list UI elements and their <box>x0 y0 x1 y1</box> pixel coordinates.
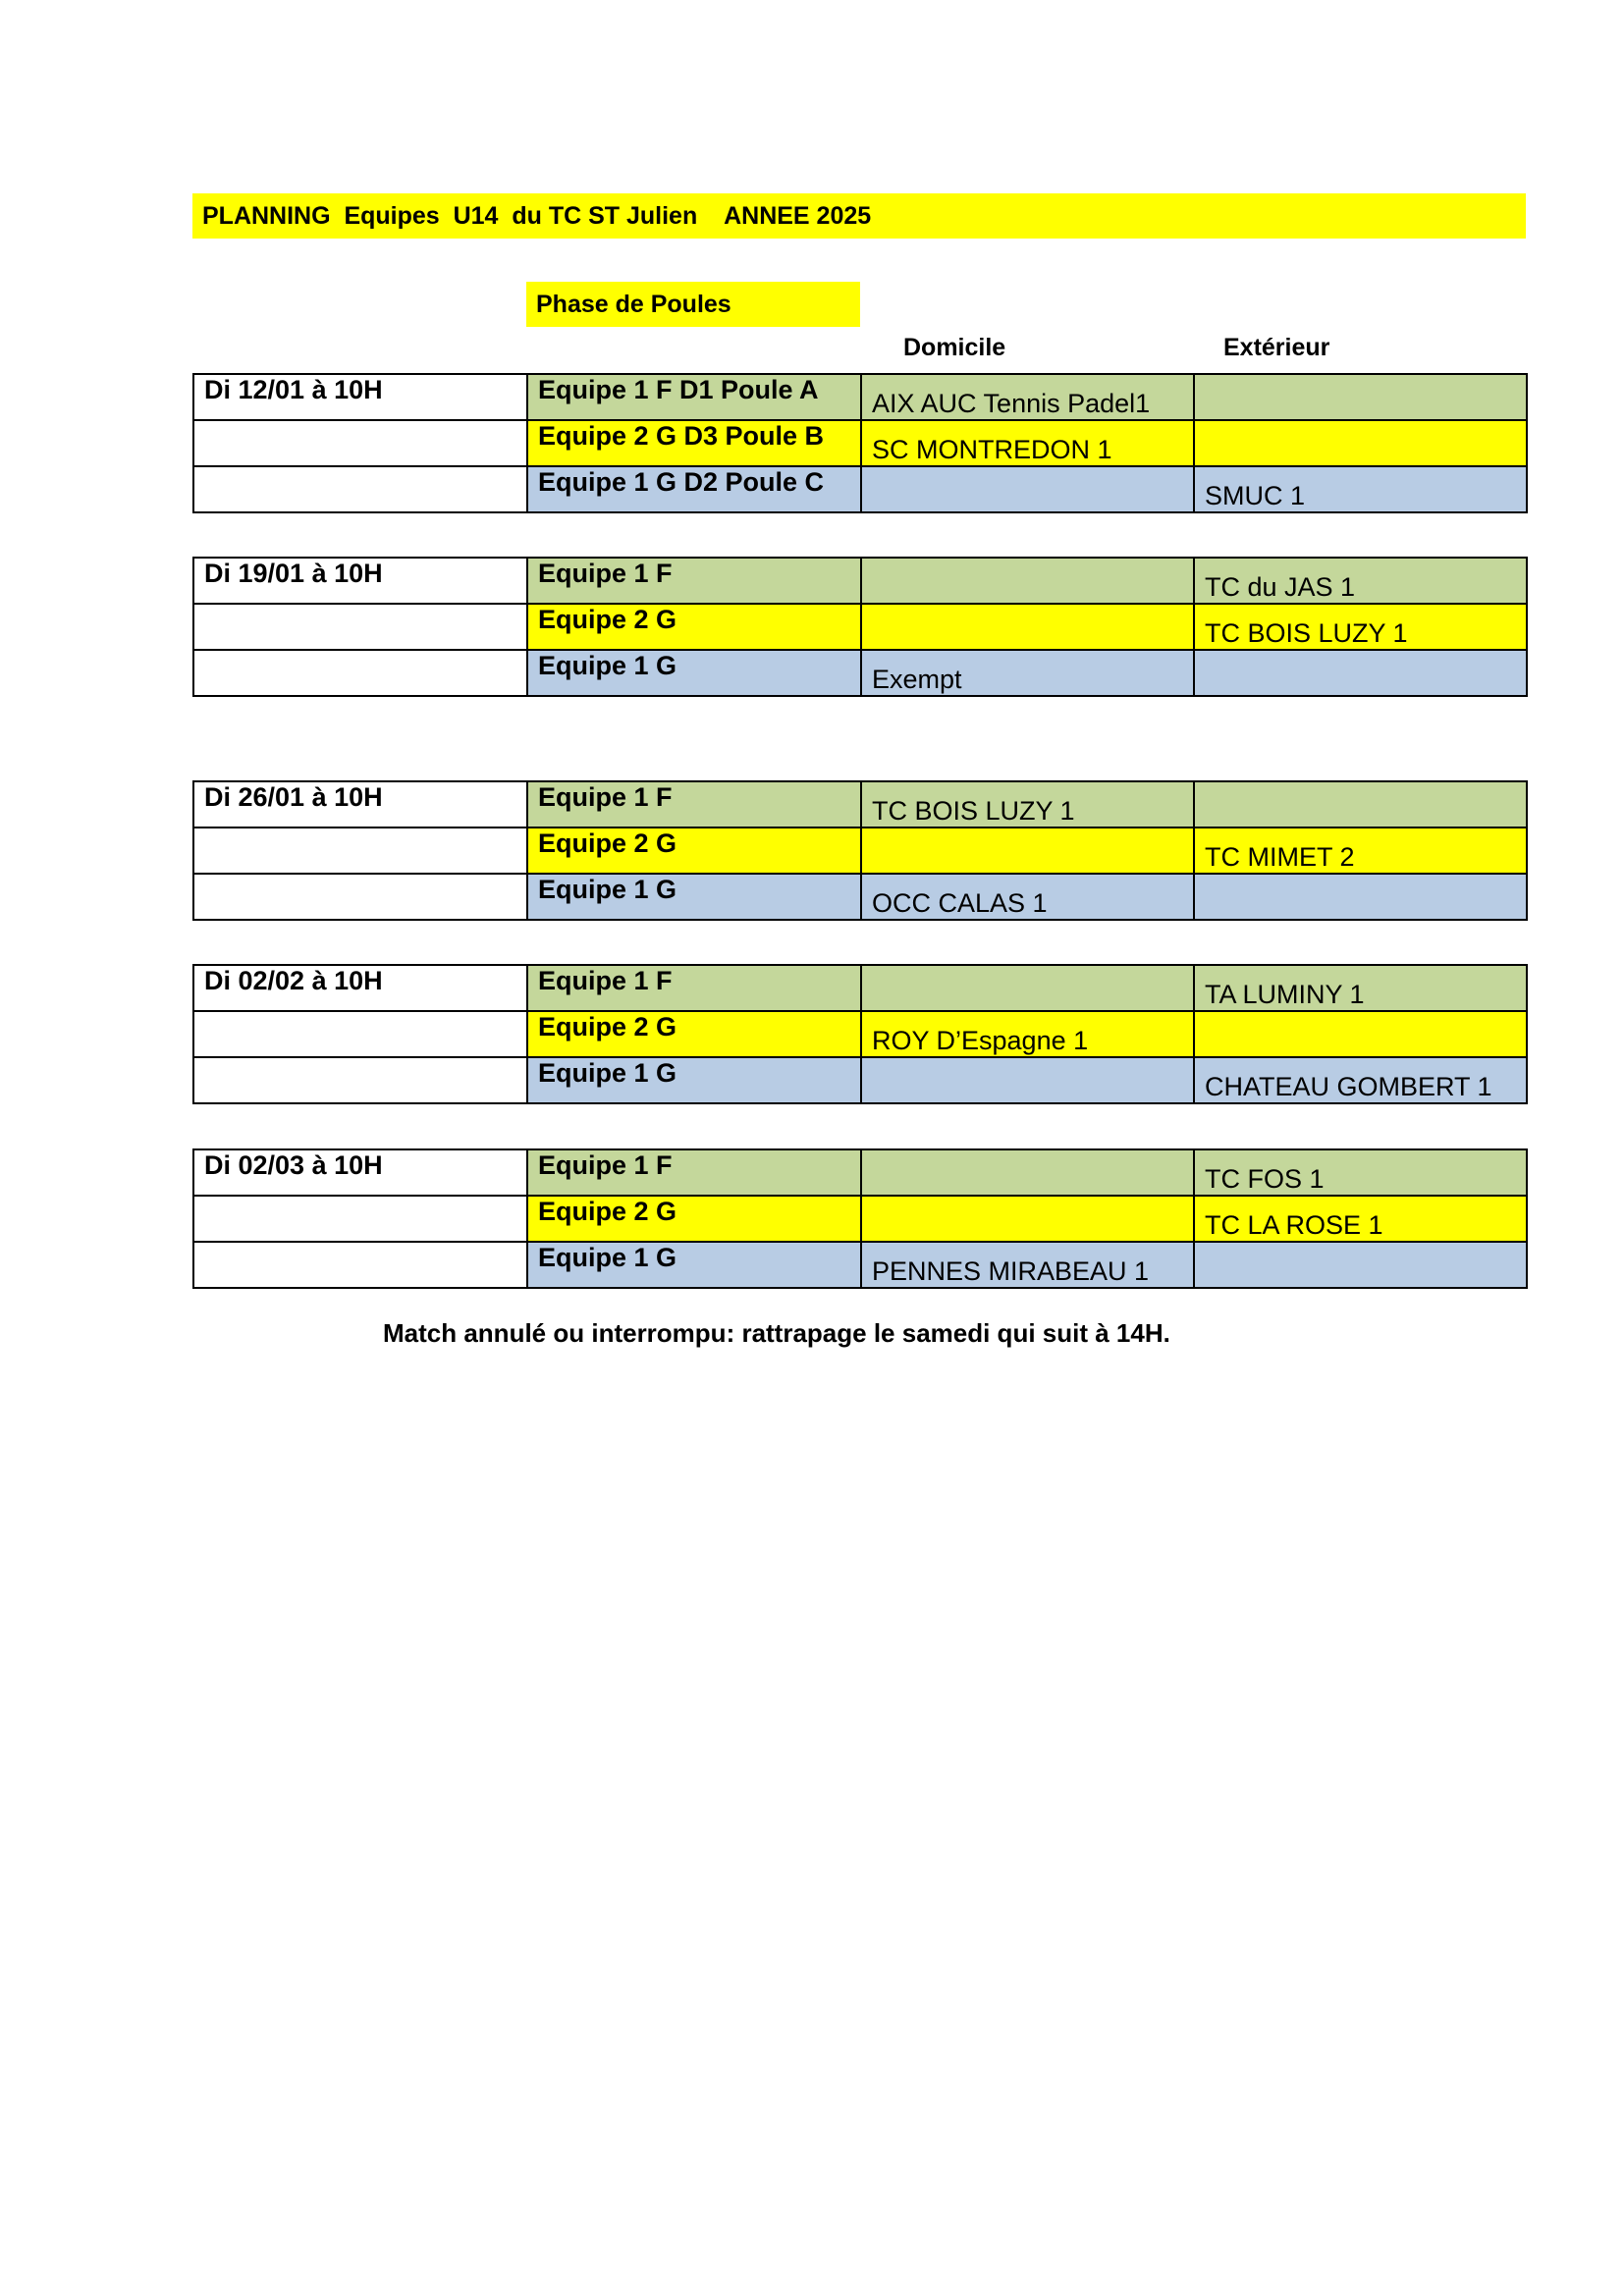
domicile-cell <box>861 1149 1194 1196</box>
exterieur-cell <box>1194 874 1527 920</box>
team-cell: Equipe 1 F <box>527 558 861 604</box>
table-row <box>193 781 1527 828</box>
schedule-block <box>192 780 1528 921</box>
empty-date-cell <box>193 604 527 650</box>
table-row <box>193 420 1527 466</box>
empty-date-cell <box>193 1057 527 1103</box>
phase-label: Phase de Poules <box>526 282 860 327</box>
exterieur-cell: TC MIMET 2 <box>1194 828 1527 874</box>
domicile-cell: PENNES MIRABEAU 1 <box>861 1242 1194 1288</box>
table-row <box>193 650 1527 696</box>
empty-date-cell <box>193 828 527 874</box>
match-date: Di 02/02 à 10H <box>193 965 527 1011</box>
domicile-cell <box>861 604 1194 650</box>
domicile-cell: Exempt <box>861 650 1194 696</box>
empty-date-cell <box>193 1011 527 1057</box>
schedule-block <box>192 964 1528 1104</box>
table-row <box>193 965 1527 1011</box>
table-row <box>193 1057 1527 1103</box>
team-cell: Equipe 1 F <box>527 1149 861 1196</box>
exterieur-cell: CHATEAU GOMBERT 1 <box>1194 1057 1527 1103</box>
empty-date-cell <box>193 1196 527 1242</box>
team-cell: Equipe 2 G <box>527 604 861 650</box>
domicile-cell: OCC CALAS 1 <box>861 874 1194 920</box>
schedule-block <box>192 1148 1528 1289</box>
team-cell: Equipe 2 G <box>527 1011 861 1057</box>
exterieur-cell <box>1194 781 1527 828</box>
team-cell: Equipe 1 F <box>527 965 861 1011</box>
table-row <box>193 1242 1527 1288</box>
schedule-block <box>192 373 1528 513</box>
team-cell: Equipe 1 G D2 Poule C <box>527 466 861 512</box>
schedule-block <box>192 557 1528 697</box>
empty-date-cell <box>193 650 527 696</box>
exterieur-cell: SMUC 1 <box>1194 466 1527 512</box>
empty-date-cell <box>193 420 527 466</box>
domicile-cell <box>861 828 1194 874</box>
footnote: Match annulé ou interrompu: rattrapage le samedi qui suit à 14H. <box>383 1318 1170 1348</box>
exterieur-cell: TC BOIS LUZY 1 <box>1194 604 1527 650</box>
exterieur-cell: TC LA ROSE 1 <box>1194 1196 1527 1242</box>
domicile-cell <box>861 965 1194 1011</box>
match-date: Di 26/01 à 10H <box>193 781 527 828</box>
table-row <box>193 374 1527 420</box>
table-row <box>193 466 1527 512</box>
team-cell: Equipe 2 G <box>527 828 861 874</box>
table-row <box>193 874 1527 920</box>
table-row <box>193 1149 1527 1196</box>
match-date: Di 19/01 à 10H <box>193 558 527 604</box>
column-header-domicile: Domicile <box>903 334 1006 361</box>
domicile-cell <box>861 1196 1194 1242</box>
team-cell: Equipe 1 G <box>527 1057 861 1103</box>
exterieur-cell <box>1194 420 1527 466</box>
domicile-cell <box>861 466 1194 512</box>
domicile-cell <box>861 1057 1194 1103</box>
team-cell: Equipe 1 F D1 Poule A <box>527 374 861 420</box>
exterieur-cell <box>1194 1011 1527 1057</box>
team-cell: Equipe 2 G D3 Poule B <box>527 420 861 466</box>
table-row <box>193 828 1527 874</box>
exterieur-cell <box>1194 374 1527 420</box>
domicile-cell <box>861 558 1194 604</box>
team-cell: Equipe 1 G <box>527 1242 861 1288</box>
domicile-cell: ROY D’Espagne 1 <box>861 1011 1194 1057</box>
team-cell: Equipe 1 G <box>527 874 861 920</box>
empty-date-cell <box>193 1242 527 1288</box>
team-cell: Equipe 1 F <box>527 781 861 828</box>
table-row <box>193 1196 1527 1242</box>
team-cell: Equipe 2 G <box>527 1196 861 1242</box>
exterieur-cell: TC du JAS 1 <box>1194 558 1527 604</box>
table-row <box>193 604 1527 650</box>
empty-date-cell <box>193 466 527 512</box>
match-date: Di 12/01 à 10H <box>193 374 527 420</box>
exterieur-cell <box>1194 1242 1527 1288</box>
table-row <box>193 558 1527 604</box>
column-header-exterieur: Extérieur <box>1223 334 1330 361</box>
exterieur-cell: TC FOS 1 <box>1194 1149 1527 1196</box>
page-title: PLANNING Equipes U14 du TC ST Julien ANNEE 2025 <box>192 193 1526 239</box>
exterieur-cell: TA LUMINY 1 <box>1194 965 1527 1011</box>
table-row <box>193 1011 1527 1057</box>
empty-date-cell <box>193 874 527 920</box>
domicile-cell: AIX AUC Tennis Padel1 <box>861 374 1194 420</box>
team-cell: Equipe 1 G <box>527 650 861 696</box>
match-date: Di 02/03 à 10H <box>193 1149 527 1196</box>
domicile-cell: SC MONTREDON 1 <box>861 420 1194 466</box>
domicile-cell: TC BOIS LUZY 1 <box>861 781 1194 828</box>
exterieur-cell <box>1194 650 1527 696</box>
